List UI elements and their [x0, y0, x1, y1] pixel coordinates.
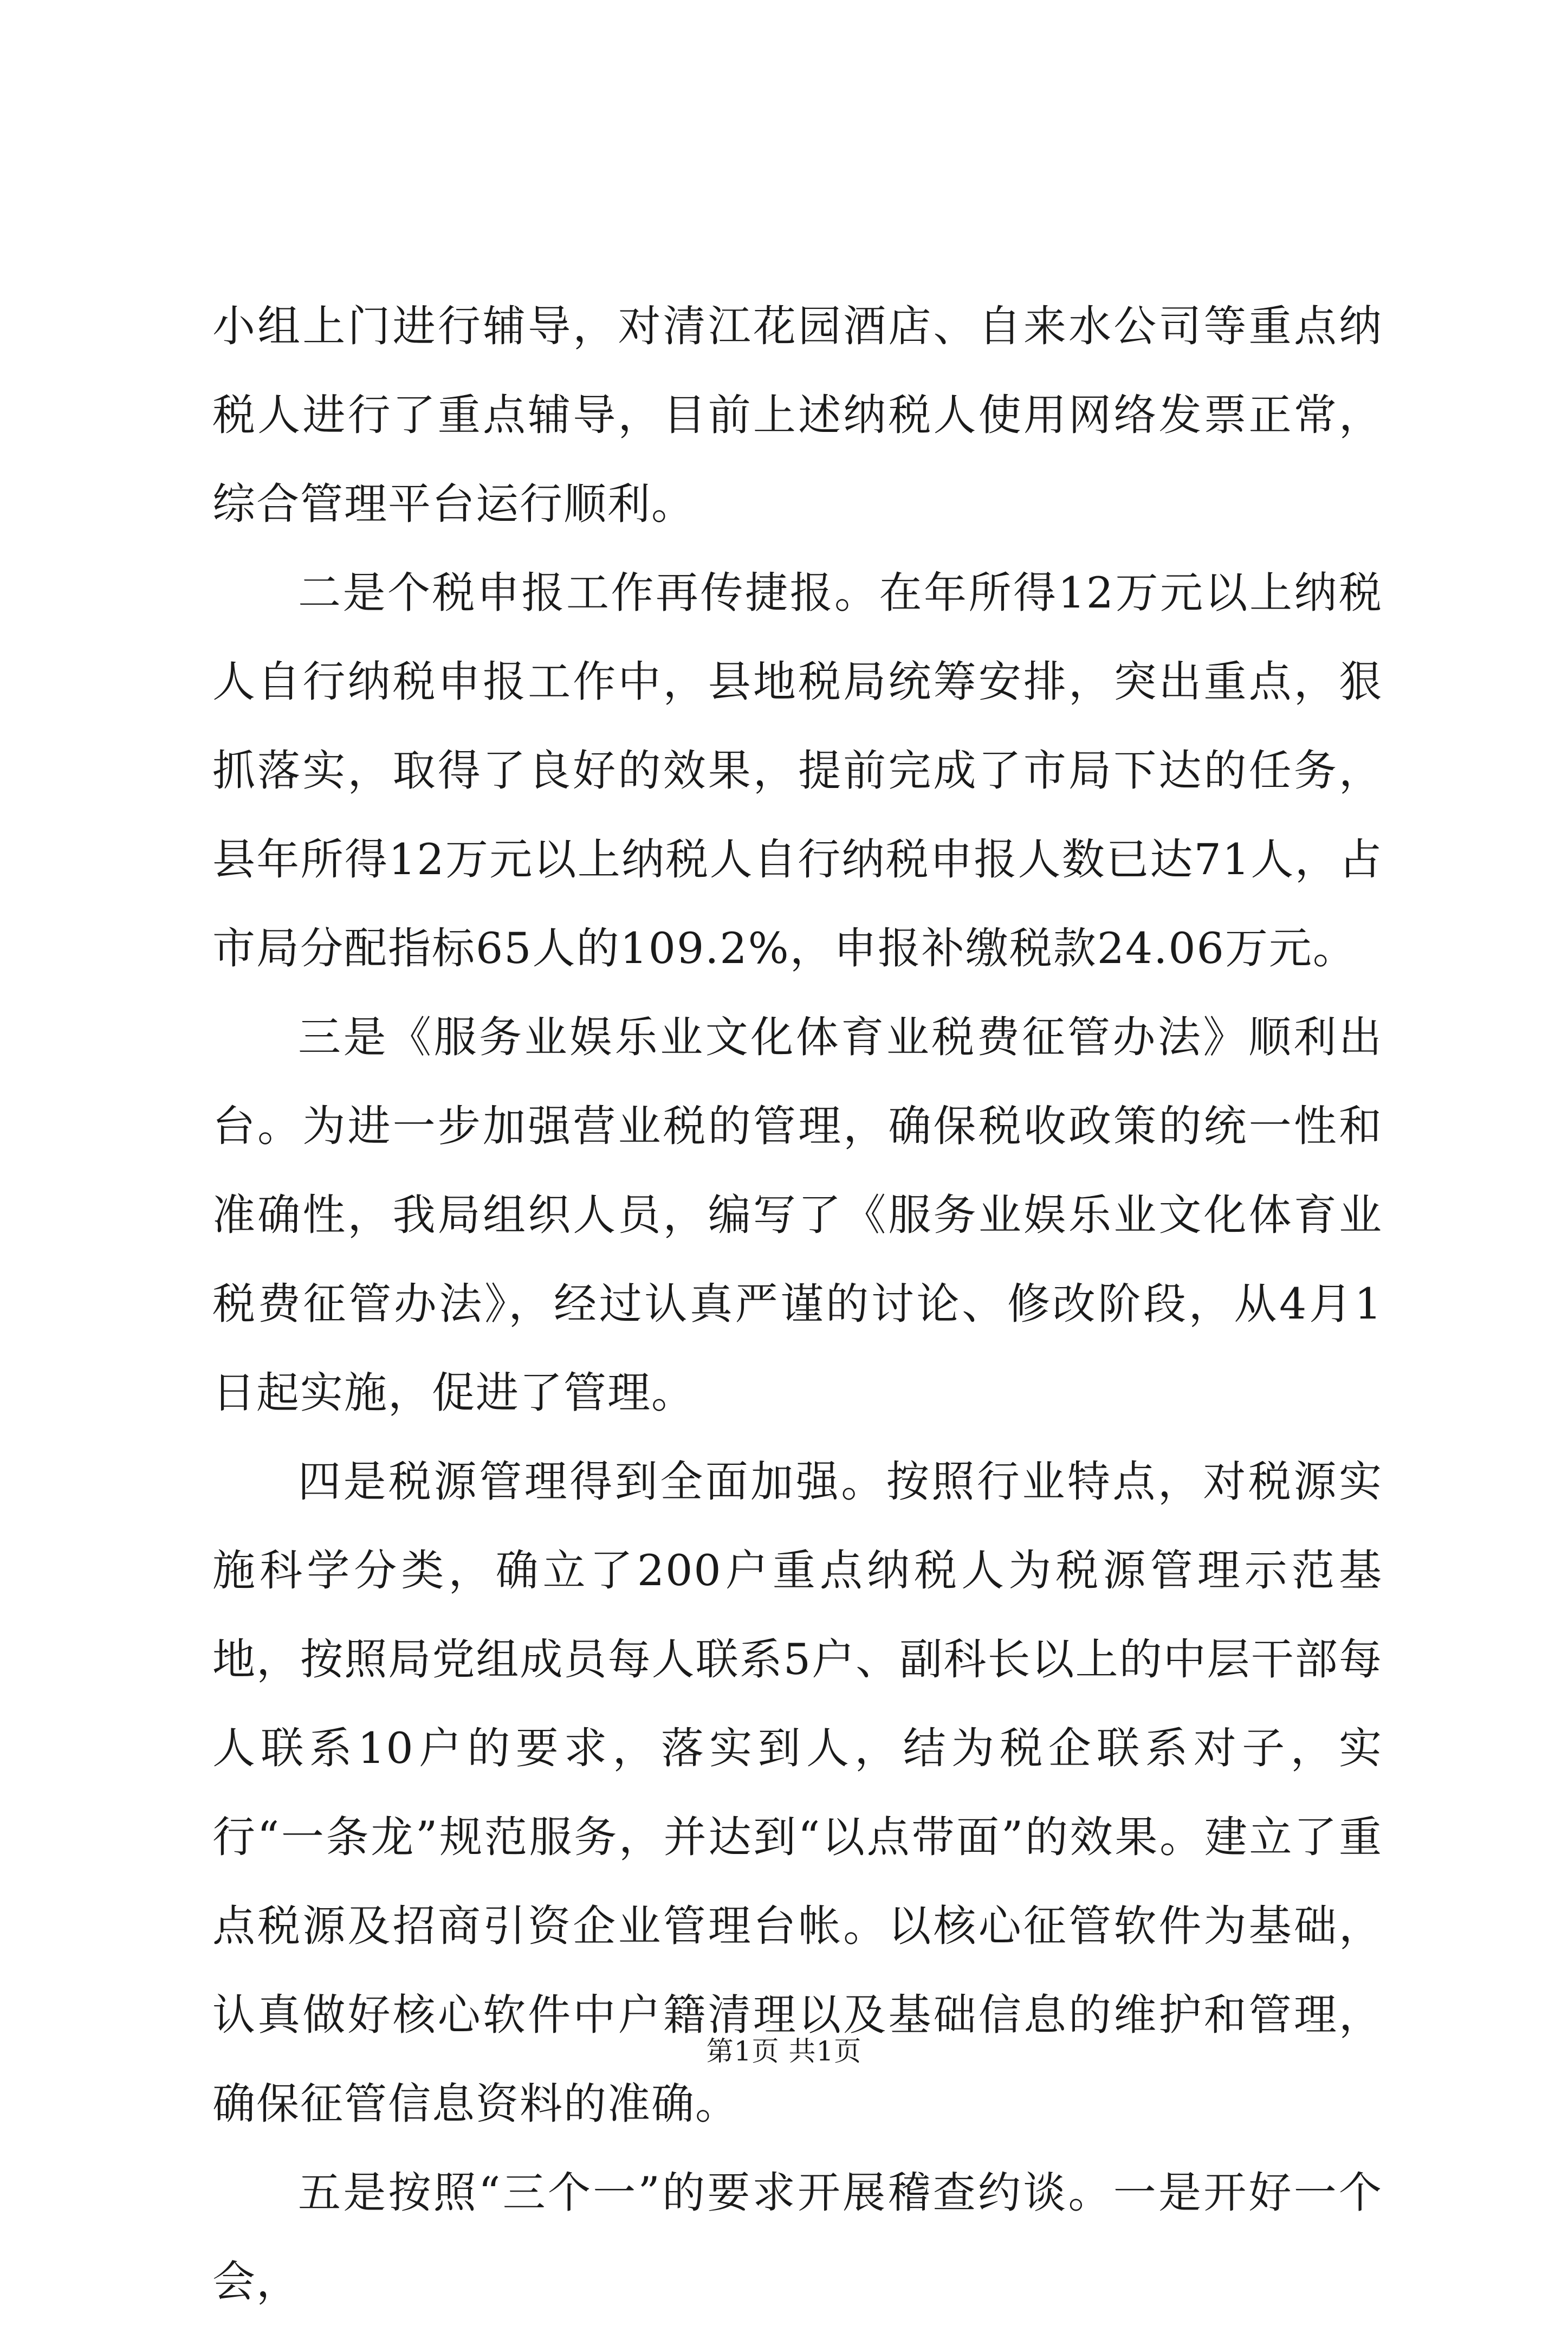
paragraph-audit-interviews: 五是按照“三个一”的要求开展稽查约谈。一是开好一个会，: [212, 2168, 1383, 2306]
paragraph-tax-source-management: 四是税源管理得到全面加强。按照行业特点，对税源实施科学分类，确立了200户重点纳税人为税源管理示范基地，按照局党组成员每人联系5户、副科长以上的中层干部每人联系10户的要求，落实到人，结为税企联系对子，实行“一条龙”规范服务，并达到“以点带面”的效果。建立了重点税源及招商引资企业管理台帐。以核心征管软件为基础，认真做好核心软件中户籍清理以及基础信息的维护和管理，确保征管信息资料的准确。: [212, 1457, 1383, 2129]
page-footer: 第1页 共1页: [706, 2036, 862, 2067]
paragraph-individual-tax: 二是个税申报工作再传捷报。在年所得12万元以上纳税人自行纳税申报工作中，县地税局统筹安排，突出重点，狠抓落实，取得了良好的效果，提前完成了市局下达的任务，县年所得12万元以上纳税人自行纳税申报人数已达71人，占市局分配指标65人的109.2%，申报补缴税款24.06万元。: [212, 568, 1383, 973]
paragraph-service-tax-measures: 三是《服务业娱乐业文化体育业税费征管办法》顺利出台。为进一步加强营业税的管理，确保税收政策的统一性和准确性，我局组织人员，编写了《服务业娱乐业文化体育业税费征管办法》，经过认真严谨的讨论、修改阶段，从4月1日起实施，促进了管理。: [212, 1012, 1383, 1418]
document-body: [212, 282, 1383, 2326]
paragraph-continuation: 小组上门进行辅导，对清江花园酒店、自来水公司等重点纳税人进行了重点辅导，目前上述纳税人使用网络发票正常，综合管理平台运行顺利。: [212, 301, 1383, 529]
